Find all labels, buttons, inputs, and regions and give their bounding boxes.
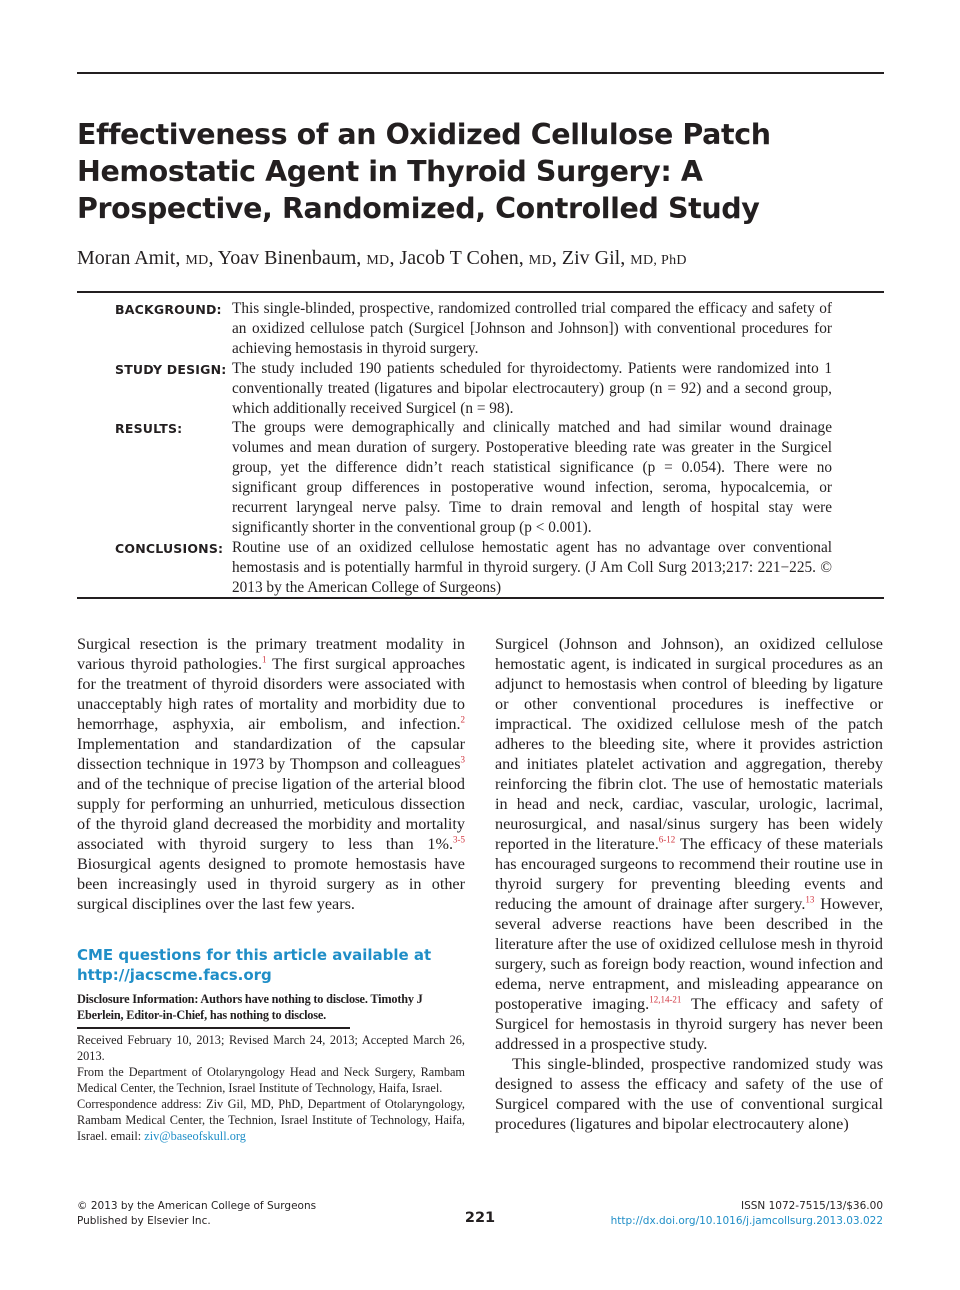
abstract-label: CONCLUSIONS: — [115, 540, 224, 556]
body-paragraph: Surgicel (Johnson and Johnson), an oxidized cellulose hemostatic agent, is indicated in surgical procedures as an adjunct to hemostasis when control of bleeding by ligature or other conventional procedures is ineffective or impractical. The oxidized cellulose mesh of the patch adheres to the bleeding site, where it provides astriction and initiates platelet activation and aggregation, thereby reinforcing the fibrin clot. The use of hemostatic materials in head and neck, cardiac, vascular, urologic, lacrimal, neurosurgical, and nasal/sinus surgery has been widely reported in the literature.$^{6-12}$ The efficacy of these materials has encouraged surgeons to recommend their routine use in thyroid surgery for preventing bleeding events and reducing the amount of drainage after surgery.$^{13}$ However, several adverse reactions have been described in the literature after the use of oxidized cellulose mesh in thyroid surgery, such as foreign body reaction, wound infection and edema, nerve entrapment, and misleading appearance on postoperative imaging.$^{12,14-21}$ The efficacy and safety of Surgicel for hemostasis in thyroid surgery has never been addressed in a prospective study. — [495, 635, 884, 1053]
cme-text: CME questions for this article available at — [77, 946, 432, 964]
author-name: Ziv Gil, — [561, 247, 626, 269]
abstract-label: STUDY DESIGN: — [115, 361, 227, 377]
issn: ISSN 1072-7515/13/$36.00 — [740, 1200, 883, 1212]
abstract-results — [115, 418, 884, 537]
body-column-left — [77, 634, 465, 914]
reference-link[interactable]: 6-12 — [658, 834, 676, 845]
abstract-text: Routine use of an oxidized cellulose hemostatic agent has no advantage over conventional hemostasis and is potentially harmful in thyroid surgery. (J Am Coll Surg 2013;217: 221−225. © 2013 by the American College of Surgeons) — [232, 538, 832, 596]
abstract-background — [115, 299, 884, 359]
structured-abstract — [77, 291, 884, 599]
author-degree: MD — [366, 253, 390, 268]
article-footnotes — [77, 1032, 465, 1144]
cme-link[interactable]: http://jacscme.facs.org — [77, 966, 272, 984]
body-paragraph: This single-blinded, prospective randomized study was designed to assess the efficacy and safety of the use of Surgicel compared with the use of conventional surgical procedures (ligatures and bipolar electrocautery alone) — [495, 1055, 883, 1133]
copyright: © 2013 by the American College of Surgeons — [77, 1200, 317, 1212]
top-rule — [77, 72, 884, 74]
author-degree: MD, PhD — [630, 253, 687, 268]
author-degree: MD — [185, 253, 209, 268]
affiliation: From the Department of Otolaryngology Head and Neck Surgery, Rambam Medical Center, the Technion, Israel Institute of Technology, Haifa, Israel. — [77, 1065, 465, 1095]
footnote-rule — [77, 1027, 350, 1029]
doi-link[interactable]: http://dx.doi.org/10.1016/j.jamcollsurg.2013.03.022 — [610, 1215, 883, 1227]
body-paragraph: Surgical resection is the primary treatment modality in various thyroid pathologies.$^1$ The first surgical approaches for the treatment of thyroid disorders were associated with unacceptably high rates of mortality and morbidity due to hemorrhage, asphyxia, air embolism, and infection.$^2$ Implementation and standardization of the capsular dissection technique in 1973 by Thompson and colleagues$^3$ and of the technique of precise ligation of the arterial blood supply for performing an unhurried, meticulous dissection of the thyroid gland decreased the morbidity and mortality associated with thyroid surgery to less than 1%.$^{3-5}$ Biosurgical agents designed to promote hemostasis have been increasingly used in thyroid surgery as in other surgical disciplines over the last few years. — [77, 635, 466, 913]
author-name: Moran Amit, — [77, 247, 181, 269]
abstract-label: BACKGROUND: — [115, 302, 222, 317]
abstract-label: RESULTS: — [115, 421, 183, 437]
email-link[interactable]: ziv@baseofskull.org — [144, 1129, 246, 1143]
author-name: Jacob T Cohen, — [399, 247, 524, 269]
article-title: Effectiveness of an Oxidized Cellulose Patch Hemostatic Agent in Thyroid Surgery: A Prospective, Randomized, Controlled Study — [77, 118, 771, 225]
body-column-right — [495, 634, 883, 1134]
reference-link[interactable]: 3 — [460, 754, 465, 765]
abstract-text: The study included 190 patients scheduled for thyroidectomy. Patients were randomized into 1 conventionally treated (ligatures and bipolar electrocautery) group (n = 92) and a second group, which additionally received Surgicel (n = 98). — [232, 359, 832, 417]
reference-link[interactable]: 2 — [460, 714, 465, 725]
page-number: 221 — [464, 1210, 496, 1226]
author-name: Yoav Binenbaum, — [217, 247, 362, 269]
abstract-text: The groups were demographically and clinically matched and had similar wound drainage volumes and mean duration of surgery. Postoperative bleeding rate was greater in the Surgicel group, yet the difference didn’t reach statistical significance (p = 0.054). There were no significant group differences in postoperative wound infection, seroma, hypocalcemia, or recurrent laryngeal nerve palsy. Time to drain removal and length of hospital stay were significantly shorter in the conventional group (p < 0.001). — [232, 419, 832, 536]
reference-link[interactable]: 13 — [805, 894, 815, 905]
footer-right — [611, 1199, 883, 1229]
abstract-conclusions — [115, 538, 884, 598]
disclosure-info: Disclosure Information: Authors have nothing to disclose. Timothy J Eberlein, Editor-in-Chief, has nothing to disclose. — [77, 992, 423, 1022]
abstract-study-design — [115, 359, 884, 419]
reference-link[interactable]: 3-5 — [453, 834, 465, 845]
cme-notice — [77, 945, 465, 985]
author-separator: , — [389, 247, 400, 269]
author-list — [77, 245, 884, 274]
publisher: Published by Elsevier Inc. — [77, 1215, 211, 1227]
reference-link[interactable]: 1 — [262, 654, 267, 665]
footer-left — [77, 1199, 316, 1229]
received-dates: Received February 10, 2013; Revised March 24, 2013; Accepted March 26, 2013. — [77, 1033, 465, 1063]
author-degree: MD — [528, 253, 552, 268]
author-separator: , — [208, 247, 218, 269]
author-separator: , — [551, 247, 562, 269]
reference-link[interactable]: 12,14-21 — [649, 994, 682, 1005]
correspondence: Correspondence address: Ziv Gil, MD, PhD, Department of Otolaryngology, Rambam Medical Center, the Technion, Israel Institute of Technology, Haifa, Israel. email: ziv@baseofskull.org — [77, 1097, 465, 1143]
abstract-text: This single-blinded, prospective, randomized controlled trial compared the efficacy and safety of an oxidized cellulose patch (Surgicel [Johnson and Johnson]) with conventional procedures for achieving hemostasis in thyroid surgery. — [232, 300, 832, 357]
